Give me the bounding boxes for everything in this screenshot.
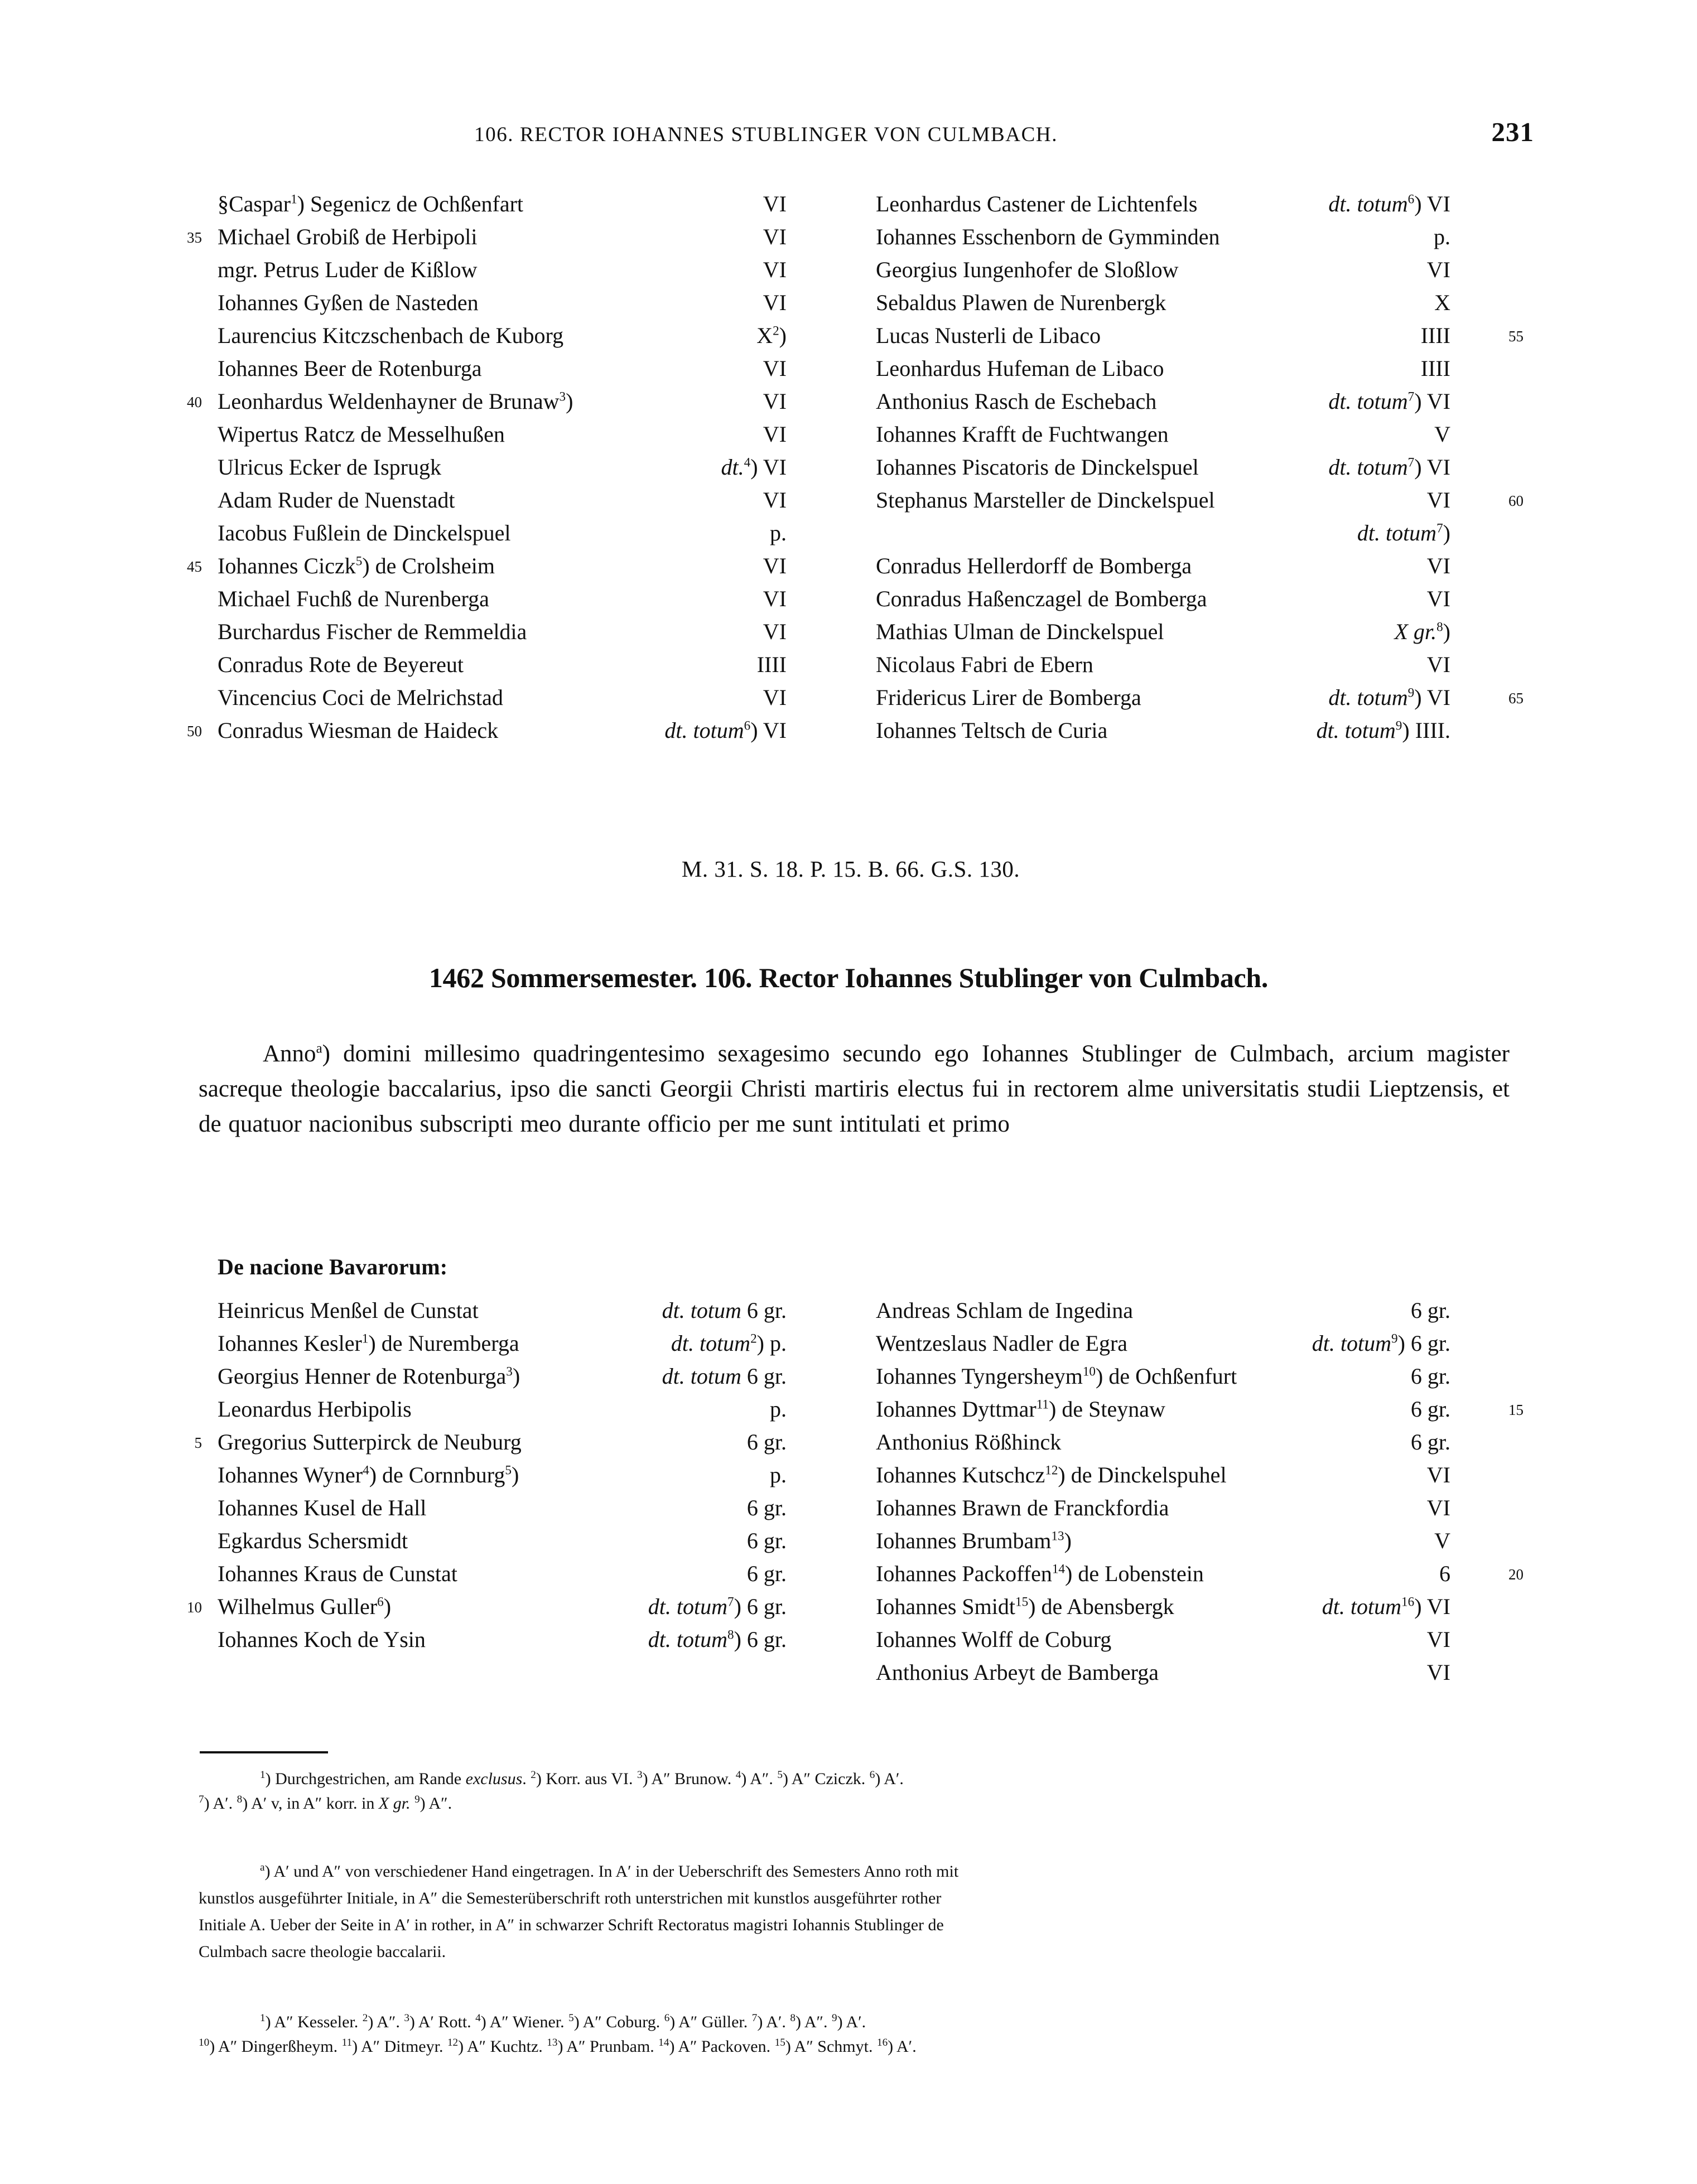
second-list-right-column	[870, 1294, 1540, 1689]
entry-row	[167, 187, 870, 220]
entry-row	[870, 220, 1540, 253]
entry-row	[870, 549, 1540, 582]
entry-fee: p.	[1434, 224, 1450, 249]
entry-fee: 6 gr.	[746, 1561, 787, 1586]
entry-name: Ulricus Ecker de Isprugk	[218, 455, 441, 480]
entry-name: Sebaldus Plawen de Nurenbergk	[876, 290, 1166, 315]
entry-fee: VI	[763, 553, 787, 578]
entry-name: Leonhardus Castener de Lichtenfels	[876, 191, 1198, 216]
entry-fee: $X^2$)	[756, 323, 787, 348]
entry-fee: dt. totum$^7$)	[1357, 520, 1450, 545]
entry-row	[167, 1360, 870, 1393]
entry-name: Iohannes Brawn de Franckfordia	[876, 1495, 1169, 1520]
footnote-divider	[200, 1751, 328, 1753]
entry-row	[167, 1393, 870, 1426]
entry-name: Georgius Iungenhofer de Sloßlow	[876, 257, 1179, 282]
entry-row	[870, 286, 1540, 319]
entry-name: Conradus Wiesman de Haideck	[218, 718, 499, 743]
entry-fee: IIII	[1420, 323, 1450, 348]
entry-name: Conradus Hellerdorff de Bomberga	[876, 553, 1192, 578]
entry-fee: VI	[763, 290, 787, 315]
footnote-upper-line-1: $^1$) Durchgestrichen, am Rande exclusus. $^2$) Korr. aus VI. $^3$) A″ Brunow. $^4$) A″. $^5$) A″ Cziczk. $^6$) A′.	[260, 1769, 904, 1788]
entry-name: Mathias Ulman de Dinckelspuel	[876, 619, 1164, 644]
entry-name: Iohannes Beer de Rotenburga	[218, 356, 482, 381]
entry-name: Iohannes Kutschcz$^{12}$) de Dinckelspuhel	[876, 1462, 1227, 1487]
body-paragraph	[199, 1036, 1510, 1142]
entry-fee: dt. totum$^6$) VI	[664, 718, 787, 743]
entry-row	[167, 1458, 870, 1491]
entry-fee: dt. totum$^7$) VI	[1328, 455, 1450, 480]
entry-row	[870, 615, 1540, 648]
entry-fee: dt.$^4$) VI	[721, 455, 787, 480]
entry-row	[167, 1426, 870, 1458]
entry-name: Iohannes Dyttmar$^{11}$) de Steynaw	[876, 1397, 1165, 1422]
entry-row	[870, 1623, 1540, 1656]
entry-fee: VI	[763, 619, 787, 644]
entry-fee: VI	[763, 356, 787, 381]
entry-name: Michael Grobiß de Herbipoli	[218, 224, 478, 249]
entry-row	[167, 582, 870, 615]
entry-fee: X	[1434, 290, 1450, 315]
entry-row	[870, 1458, 1540, 1491]
entry-row	[870, 1327, 1540, 1360]
entry-line-number: 15	[1508, 1402, 1524, 1418]
entry-name: Iohannes Smidt$^{15}$) de Abensbergk	[876, 1594, 1174, 1619]
entry-row	[870, 187, 1540, 220]
entry-fee: VI	[1426, 652, 1450, 677]
entry-row	[167, 549, 870, 582]
entry-fee: dt. totum 6 gr.	[662, 1298, 787, 1323]
entry-fee: VI	[763, 586, 787, 611]
entry-fee: dt. totum$^{16}$) VI	[1322, 1594, 1450, 1619]
entry-row	[167, 319, 870, 352]
entry-row	[870, 385, 1540, 418]
entry-row	[167, 286, 870, 319]
footnote-a-line-4: Culmbach sacre theologie baccalarii.	[199, 1943, 446, 1961]
entry-fee: VI	[763, 257, 787, 282]
entry-row	[167, 1524, 870, 1557]
entry-fee: p.	[770, 520, 787, 545]
entry-name: Iohannes Kesler$^1$) de Nuremberga	[218, 1331, 519, 1356]
entry-fee: 6 gr.	[1410, 1298, 1450, 1323]
entry-row	[870, 1393, 1540, 1426]
entry-fee: VI	[1426, 257, 1450, 282]
entry-row	[167, 714, 870, 747]
entry-fee: VI	[1426, 586, 1450, 611]
entry-name: Iohannes Tyngersheym$^{10}$) de Ochßenfurt	[876, 1364, 1237, 1389]
entry-row	[870, 714, 1540, 747]
entry-name: §Caspar$^1$) Segenicz de Ochßenfart	[218, 191, 524, 216]
entry-row	[167, 1557, 870, 1590]
entry-row	[870, 1656, 1540, 1689]
entry-fee: dt. totum$^9$) IIII.	[1316, 718, 1450, 743]
entry-fee: V	[1434, 1528, 1450, 1553]
entry-fee: 6 gr.	[746, 1528, 787, 1553]
entry-row	[870, 1360, 1540, 1393]
entry-fee: 6 gr.	[746, 1495, 787, 1520]
entry-name: Michael Fuchß de Nurenberga	[218, 586, 489, 611]
entry-name: Iohannes Krafft de Fuchtwangen	[876, 422, 1169, 447]
entry-fee: 6	[1439, 1561, 1450, 1586]
entry-fee: dt. totum$^8$) 6 gr.	[648, 1627, 787, 1652]
entry-name: Iohannes Gyßen de Nasteden	[218, 290, 479, 315]
entry-fee: VI	[763, 487, 787, 513]
entry-name: Iohannes Ciczk$^5$) de Crolsheim	[218, 553, 495, 578]
entry-fee: VI	[763, 685, 787, 710]
footnote-block-lower	[199, 2010, 1510, 2059]
top-list-summary: M. 31. S. 18. P. 15. B. 66. G.S. 130.	[681, 856, 1020, 882]
entry-fee: dt. totum$^2$) p.	[671, 1331, 787, 1356]
entry-name: Andreas Schlam de Ingedina	[876, 1298, 1133, 1323]
entry-row	[870, 352, 1540, 385]
entry-fee: 6 gr.	[1410, 1429, 1450, 1455]
entry-row	[870, 681, 1540, 714]
entry-name: Iohannes Kraus de Cunstat	[218, 1561, 457, 1586]
entry-line-number: 35	[187, 229, 202, 246]
entry-row	[167, 648, 870, 681]
entry-name: Heinricus Menßel de Cunstat	[218, 1298, 479, 1323]
entry-row	[167, 1327, 870, 1360]
entry-row	[870, 1524, 1540, 1557]
entry-name: Wentzeslaus Nadler de Egra	[876, 1331, 1128, 1356]
entry-row	[167, 1294, 870, 1327]
entry-row	[167, 352, 870, 385]
footnote-block-upper	[199, 1767, 1510, 1816]
entry-row	[167, 451, 870, 484]
entry-row	[870, 1294, 1540, 1327]
entry-row	[870, 451, 1540, 484]
second-list-left-column	[167, 1294, 870, 1689]
entry-name: Anthonius Rößhinck	[876, 1429, 1062, 1455]
entry-name: Iohannes Brumbam$^{13}$)	[876, 1528, 1072, 1553]
entry-fee: VI	[763, 224, 787, 249]
entry-fee: VI	[763, 191, 787, 216]
entry-name: Anthonius Arbeyt de Bamberga	[876, 1660, 1159, 1685]
entry-fee: dt. totum 6 gr.	[662, 1364, 787, 1389]
entry-row	[167, 1491, 870, 1524]
entry-name: Conradus Haßenczagel de Bomberga	[876, 586, 1207, 611]
entry-row	[870, 418, 1540, 451]
entry-row	[167, 418, 870, 451]
entry-row	[870, 1590, 1540, 1623]
entry-row	[870, 1491, 1540, 1524]
entry-row	[870, 516, 1540, 549]
entry-fee: V	[1434, 422, 1450, 447]
entry-row	[167, 681, 870, 714]
entry-fee: VI	[1426, 553, 1450, 578]
entry-name: Iohannes Kusel de Hall	[218, 1495, 427, 1520]
entry-name: Leonhardus Weldenhayner de Brunaw$^3$)	[218, 389, 573, 414]
entry-row	[167, 1590, 870, 1623]
entry-row	[167, 484, 870, 516]
entry-name: Lucas Nusterli de Libaco	[876, 323, 1101, 348]
entry-line-number: 5	[194, 1434, 202, 1451]
entry-row	[167, 1623, 870, 1656]
entry-fee: dt. totum$^9$) 6 gr.	[1312, 1331, 1450, 1356]
second-entry-list	[167, 1294, 1540, 1689]
entry-row	[870, 319, 1540, 352]
entry-fee: IIII	[1420, 356, 1450, 381]
entry-row	[167, 220, 870, 253]
entry-name: Iohannes Packoffen$^{14}$) de Lobenstein	[876, 1561, 1204, 1586]
entry-line-number: 65	[1508, 690, 1524, 707]
entry-fee: IIII	[756, 652, 787, 677]
entry-fee: VI	[1426, 487, 1450, 513]
entry-fee: dt. totum$^9$) VI	[1328, 685, 1450, 710]
entry-row	[870, 484, 1540, 516]
entry-fee: p.	[770, 1462, 787, 1487]
entry-fee: X gr.$^8$)	[1394, 619, 1450, 644]
second-list-subheading: De nacione Bavarorum:	[218, 1254, 448, 1279]
footnote-lower-line-1: $^1$) A″ Kesseler. $^2$) A″. $^3$) A′ Rott. $^4$) A″ Wiener. $^5$) A″ Coburg. $^6$) A″ Güller. $^7$) A′. $^8$) A″. $^9$) A′.	[260, 2012, 866, 2031]
entry-name: Laurencius Kitczschenbach de Kuborg	[218, 323, 564, 348]
section-heading: 1462 Sommersemester. 106. Rector Iohannes Stublinger von Culmbach.	[428, 962, 1269, 993]
entry-fee: VI	[763, 422, 787, 447]
entry-line-number: 50	[187, 723, 202, 740]
body-paragraph-text: Anno$^a$) domini millesimo quadringentesimo sexagesimo secundo ego Iohannes Stublinger de Culmbach, arcium magister sacreque theologie baccalarius, ipso die sancti Georgii Christi martiris electus fui in rectorem alme universitatis studii Lieptzensis, et de quatuor nacionibus subscripti meo durante officio per me sunt intitulati et primo	[199, 1041, 1510, 1137]
entry-name: Iacobus Fußlein de Dinckelspuel	[218, 520, 511, 545]
footnote-a-line-2: kunstlos ausgeführter Initiale, in A″ die Semesterüberschrift roth unterstrichen mit kunstlos ausgeführter rother	[199, 1889, 942, 1907]
entry-row	[870, 648, 1540, 681]
entry-row	[870, 582, 1540, 615]
entry-name: Adam Ruder de Nuenstadt	[218, 487, 455, 513]
top-entry-list	[167, 187, 1540, 747]
entry-fee: VI	[1426, 1462, 1450, 1487]
entry-name: Iohannes Wyner$^4$) de Cornnburg$^5$)	[218, 1462, 519, 1487]
entry-fee: 6 gr.	[1410, 1397, 1450, 1422]
entry-name: Vincencius Coci de Melrichstad	[218, 685, 503, 710]
running-head-title: 106. RECTOR IOHANNES STUBLINGER VON CULMBACH.	[474, 123, 1058, 146]
entry-fee: VI	[1426, 1660, 1450, 1685]
entry-name: Fridericus Lirer de Bomberga	[876, 685, 1141, 710]
entry-line-number: 20	[1508, 1566, 1524, 1583]
entry-fee: VI	[1426, 1627, 1450, 1652]
footnote-a-line-3: Initiale A. Ueber der Seite in A′ in rother, in A″ in schwarzer Schrift Rectoratus magistri Iohannis Stublinger de	[199, 1916, 944, 1934]
entry-name: Iohannes Esschenborn de Gymminden	[876, 224, 1220, 249]
entry-fee: 6 gr.	[746, 1429, 787, 1455]
entry-name: mgr. Petrus Luder de Kißlow	[218, 257, 478, 282]
entry-name: Egkardus Schersmidt	[218, 1528, 408, 1553]
entry-name: Iohannes Koch de Ysin	[218, 1627, 426, 1652]
entry-fee: dt. totum$^7$) VI	[1328, 389, 1450, 414]
entry-fee: dt. totum$^7$) 6 gr.	[648, 1594, 787, 1619]
entry-row	[167, 385, 870, 418]
entry-name: Stephanus Marsteller de Dinckelspuel	[876, 487, 1215, 513]
entry-name: Wipertus Ratcz de Messelhußen	[218, 422, 505, 447]
entry-row	[870, 1426, 1540, 1458]
entry-line-number: 40	[187, 394, 202, 410]
entry-line-number: 55	[1508, 328, 1524, 345]
entry-fee: VI	[1426, 1495, 1450, 1520]
footnote-block-note-a	[199, 1858, 1510, 1965]
running-head	[167, 116, 1534, 148]
entry-name: Gregorius Sutterpirck de Neuburg	[218, 1429, 522, 1455]
entry-name: Iohannes Piscatoris de Dinckelspuel	[876, 455, 1199, 480]
footnote-a-line-1: $^a$) A′ und A″ von verschiedener Hand eingetragen. In A′ in der Ueberschrift des Semesters Anno roth mit	[260, 1862, 959, 1881]
entry-line-number: 45	[187, 558, 202, 575]
page-number: 231	[1491, 117, 1534, 147]
entry-name: Leonardus Herbipolis	[218, 1397, 412, 1422]
entry-row	[167, 516, 870, 549]
entry-fee: dt. totum$^6$) VI	[1328, 191, 1450, 216]
entry-row	[167, 253, 870, 286]
entry-row	[870, 1557, 1540, 1590]
top-list-left-column	[167, 187, 870, 747]
entry-fee: VI	[763, 389, 787, 414]
entry-line-number: 60	[1508, 492, 1524, 509]
entry-name: Iohannes Wolff de Coburg	[876, 1627, 1112, 1652]
entry-name: Georgius Henner de Rotenburga$^3$)	[218, 1364, 520, 1389]
entry-row	[167, 615, 870, 648]
entry-fee: 6 gr.	[1410, 1364, 1450, 1389]
footnote-lower-line-2: $^{10}$) A″ Dingerßheym. $^{11}$) A″ Ditmeyr. $^{12}$) A″ Kuchtz. $^{13}$) A″ Prunbam. $^{14}$) A″ Packoven. $^{15}$) A″ Schmyt. $^{16}$) A′.	[199, 2037, 917, 2056]
entry-line-number: 10	[187, 1599, 202, 1616]
entry-name: Wilhelmus Guller$^6$)	[218, 1594, 392, 1619]
entry-name: Conradus Rote de Beyereut	[218, 652, 464, 677]
entry-name: Burchardus Fischer de Remmeldia	[218, 619, 527, 644]
entry-name: Anthonius Rasch de Eschebach	[876, 389, 1157, 414]
entry-row	[870, 253, 1540, 286]
entry-name: Nicolaus Fabri de Ebern	[876, 652, 1093, 677]
entry-fee: p.	[770, 1397, 787, 1422]
entry-name: Iohannes Teltsch de Curia	[876, 718, 1108, 743]
entry-name: Leonhardus Hufeman de Libaco	[876, 356, 1164, 381]
footnote-upper-line-2: $^7$) A′. $^8$) A′ v, in A″ korr. in X gr. $^9$) A″.	[199, 1794, 452, 1813]
top-list-right-column	[870, 187, 1540, 747]
